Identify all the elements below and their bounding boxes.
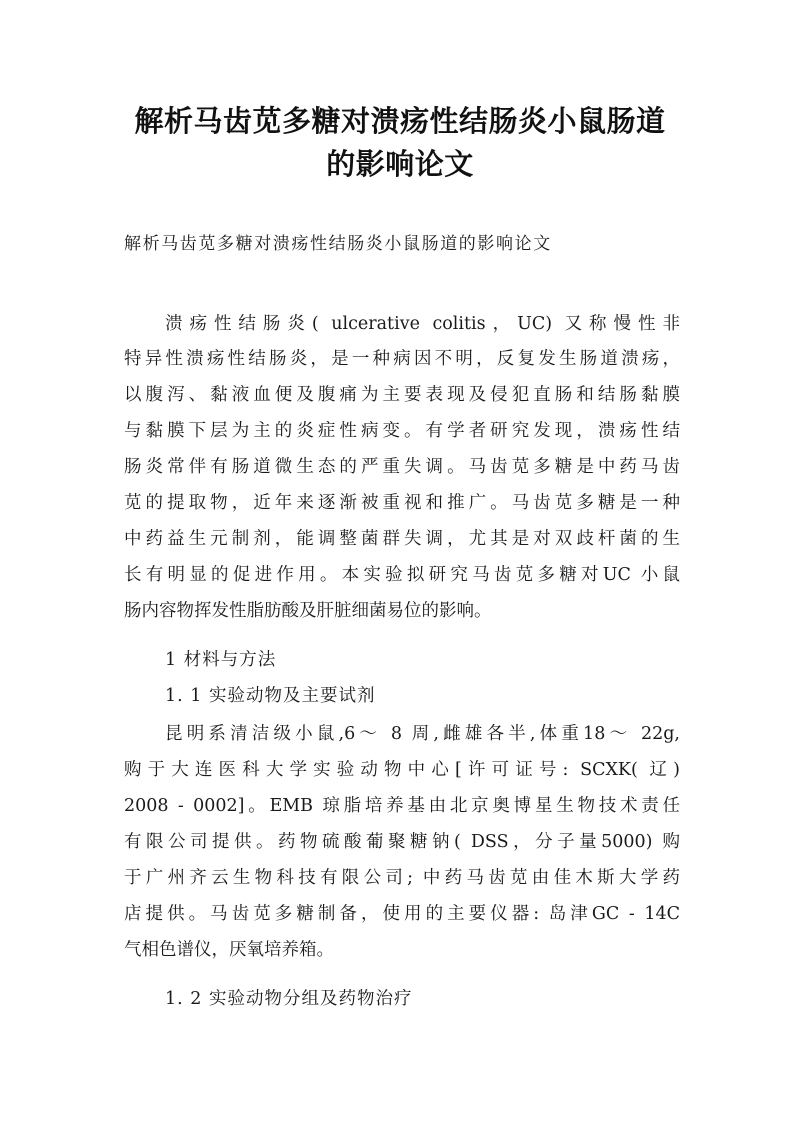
section-heading-1-2: 1. 2 实验动物分组及药物治疗 bbox=[165, 989, 413, 1009]
document-title-line-1: 解析马齿苋多糖对溃疡性结肠炎小鼠肠道 bbox=[134, 104, 666, 138]
paragraph-1-line: 苋的提取物，近年来逐渐被重视和推广。马齿苋多糖是一种 bbox=[124, 493, 680, 513]
paragraph-1-line: 与黏膜下层为主的炎症性病变。有学者研究发现，溃疡性结 bbox=[124, 421, 680, 441]
paragraph-1-line: 肠内容物挥发性脂肪酸及肝脏细菌易位的影响。 bbox=[124, 601, 492, 621]
paragraph-1-line: 溃疡性结肠炎( ulcerative colitis，UC) 又称慢性非 bbox=[165, 314, 680, 334]
document-subtitle: 解析马齿苋多糖对溃疡性结肠炎小鼠肠道的影响论文 bbox=[124, 234, 552, 254]
paragraph-2-line: 于广州齐云生物科技有限公司; 中药马齿苋由佳木斯大学药 bbox=[124, 868, 680, 888]
paragraph-2-line: 昆明系清洁级小鼠,6～ 8 周,雌雄各半,体重18～ 22g, bbox=[165, 724, 680, 744]
paragraph-2-line: 购于大连医科大学实验动物中心[许可证号: SCXK( 辽) bbox=[124, 760, 680, 780]
paragraph-1-line: 特异性溃疡性结肠炎，是一种病因不明，反复发生肠道溃疡， bbox=[124, 349, 680, 369]
paragraph-2-line: 2008 - 0002]。EMB 琼脂培养基由北京奥博星生物技术责任 bbox=[124, 796, 680, 816]
paragraph-2-line: 有限公司提供。药物硫酸葡聚糖钠( DSS，分子量5000) 购 bbox=[124, 832, 680, 852]
section-heading-1: 1 材料与方法 bbox=[165, 650, 277, 670]
paragraph-1-line: 中药益生元制剂，能调整菌群失调，尤其是对双歧杆菌的生 bbox=[124, 529, 680, 549]
paragraph-1-line: 肠炎常伴有肠道微生态的严重失调。马齿苋多糖是中药马齿 bbox=[124, 457, 680, 477]
section-heading-1-1: 1. 1 实验动物及主要试剂 bbox=[165, 686, 376, 706]
paragraph-2-line: 店提供。马齿苋多糖制备，使用的主要仪器: 岛津GC - 14C bbox=[124, 904, 680, 924]
paragraph-1-line: 长有明显的促进作用。本实验拟研究马齿苋多糖对UC 小鼠 bbox=[124, 565, 680, 585]
paragraph-2-line: 气相色谱仪，厌氧培养箱。 bbox=[124, 940, 334, 960]
document-title-line-2: 的影响论文 bbox=[326, 147, 474, 181]
paragraph-1-line: 以腹泻、黏液血便及腹痛为主要表现及侵犯直肠和结肠黏膜 bbox=[124, 385, 680, 405]
